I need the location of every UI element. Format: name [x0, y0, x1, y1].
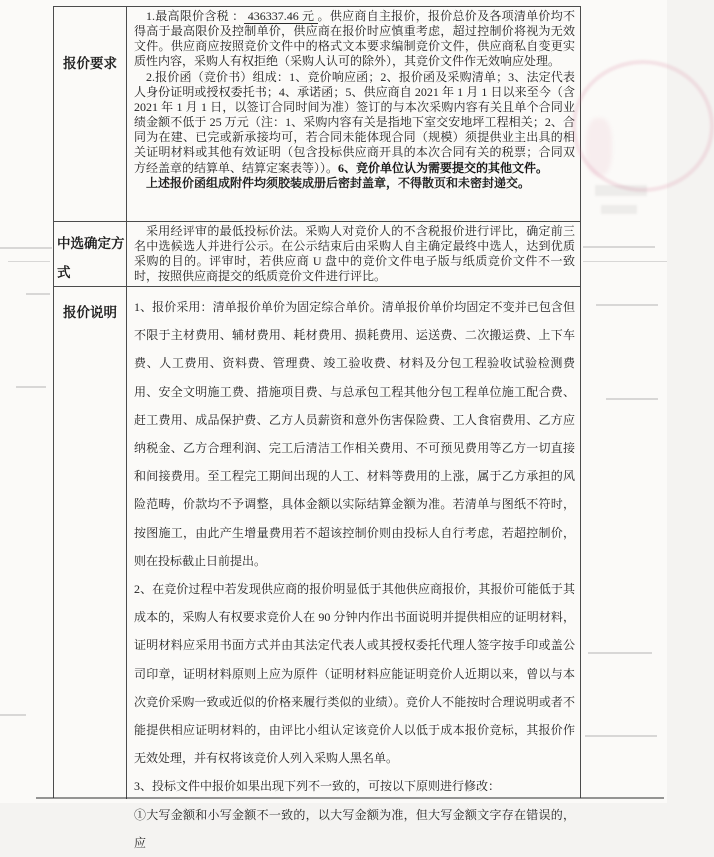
scan-artifact-line [8, 261, 50, 262]
red-stamp-edge [572, 60, 714, 192]
paragraph-discrepancy-rules-intro: 3、投标文件中报价如果出现下列不一致的，可按以下原则进行修改： [134, 779, 501, 794]
scan-artifact-line [0, 714, 26, 716]
paragraph-low-bid-proof: 2、在竞价过程中若发现供应商的报价明显低于其他供应商报价，其报价可能低于其成本的，采购人有权要求竞价人在 90 分钟内作出书面说明并提供相应的证明材料，证明材料应采用书面方式并由其法定代表人或其授权委托代理人签字按手印或盖公司印章，证明材料原则上应为原件（证明材料应能证明竞价人近期以来，曾以与本次竞价采购一致或近似的价格来履行类似的业绩）。竞价人不能按时合理说明或者不能提供相应证明材料的，由评比小组认定该竞价人以低于成本报价竞标，其报价作无效处理，并有权将该竞价人列入采购人黑名单。 [134, 582, 575, 766]
pricing-notes-content [127, 287, 580, 850]
max-price-prefix: 1.最高限价含税 ： [146, 9, 245, 23]
paragraph-unit-price-scope: 1、报价采用：清单报价单价为固定综合单价。清单报价单价均固定不变并已包含但不限于主材费用、辅材费用、耗材费用、损耗费用、运送费、二次搬运费、上下车费、人工费用、资料费、管理费、竣工验收费、材料及分包工程验收试验检测费用、安全文明施工费、措施项目费、与总承包工程其他分包工程单位施工配合费、赶工费用、成品保护费、乙方人员薪资和意外伤害保险费、工人食宿费用、乙方应纳税金、乙方合理利润、完工后清洁工作相关费用、不可预见费用等乙方一切直接和间接费用。至工程完工期间出现的人工、材料等费用的上涨，属于乙方承担的风险范畴，价款均不予调整，具体金额以实际结算金额为准。若清单与图纸不符时，按图施工，由此产生增量费用若不超该控制价则由投标人自行考虑，若超控制价，则在投标截止日前提出。 [134, 300, 575, 568]
scan-artifact-line [583, 246, 655, 248]
table-row-selection-method [54, 222, 580, 287]
scan-artifact-line [606, 398, 658, 400]
red-stamp-smudge [586, 118, 612, 176]
paragraph-discrepancy-rule-1: ①大写金额和小写金额不一致的，以大写金额为准，但大写金额文字存在错误的，应 [134, 807, 575, 850]
pricing-requirements-content [127, 7, 580, 221]
scan-smudge [601, 205, 637, 214]
bid-info-table [53, 6, 581, 850]
scan-artifact-line [588, 652, 652, 654]
max-price-suffix: 。供应商自主报价，报价总价及各项清单价均不得高于最高限价及控制单价，供应商在报价时应慎重考虑，超过控制价将视为无效文件。供应商应按照竞价文件中的格式文本要求编制竞价文件，供应商私自变更实质性内容，采购人有权拒绝（采购人认可的除外），其竞价文件作无效响应处理。 [134, 9, 575, 69]
scan-artifact-line [596, 304, 658, 306]
paragraph-max-price [134, 9, 575, 70]
quotation-composition-item6: 6、竞价单位认为需要提交的其他文件。 [338, 160, 549, 175]
paragraph-selection-method: 采用经评审的最低投标价法。采购人对竞价人的不含税报价进行评比，确定前三名中选候选人并进行公示。在公示结束后由采购人自主确定最终中选人，达到优质采购的目的。评审时，若供应商 U 盘中的竞价文件电子版与纸质竞价文件不一致时，按照供应商提交的纸质竞价文件进行评比。 [134, 224, 575, 284]
scan-artifact-line [583, 261, 667, 262]
scan-artifact-line [16, 386, 46, 388]
table-row-pricing-notes [54, 287, 580, 850]
paragraph-quotation-composition [134, 70, 575, 176]
table-row-pricing-requirements [54, 7, 580, 222]
row-label-pricing-notes: 报价说明 [54, 287, 127, 799]
scan-artifact-line [26, 293, 50, 295]
quotation-composition-text: 2.报价函（竞价书）组成：1、竞价响应函；2、报价函及采购清单；3、法定代表人身份证明或授权委托书；4、承诺函；5、供应商自 2021 年 1 月 1 日以来至今（含 2021 年 1 月 1 日，以签订合同时间为准）签订的与本次采购内容有关且单个合同业绩金额不低于 25 万元（注：1、采购内容有关是指地下室交安地坪工程相关；2、合同为在建、已完或新承接均可，若合同未能体现合同（规模）须提供业主出具的相关证明材料或其他有效证明（包含投标供应商开具的本次合同有关的税票；合同双方经盖章的结算单、结算定案表等））。 [134, 69, 575, 175]
row-label-selection-method: 中选确定方式 [54, 222, 127, 286]
selection-method-content [127, 222, 580, 286]
scan-artifact-line [0, 247, 52, 249]
max-price-value: 436337.46 元 [244, 9, 318, 23]
scan-smudge [595, 185, 647, 196]
row-label-pricing-requirements: 报价要求 [54, 7, 127, 221]
scan-artifact-line [585, 735, 657, 737]
paragraph-binding-requirement: 上述报价函组成附件均须胶装成册后密封盖章，不得散页和未密封递交。 [146, 175, 531, 190]
